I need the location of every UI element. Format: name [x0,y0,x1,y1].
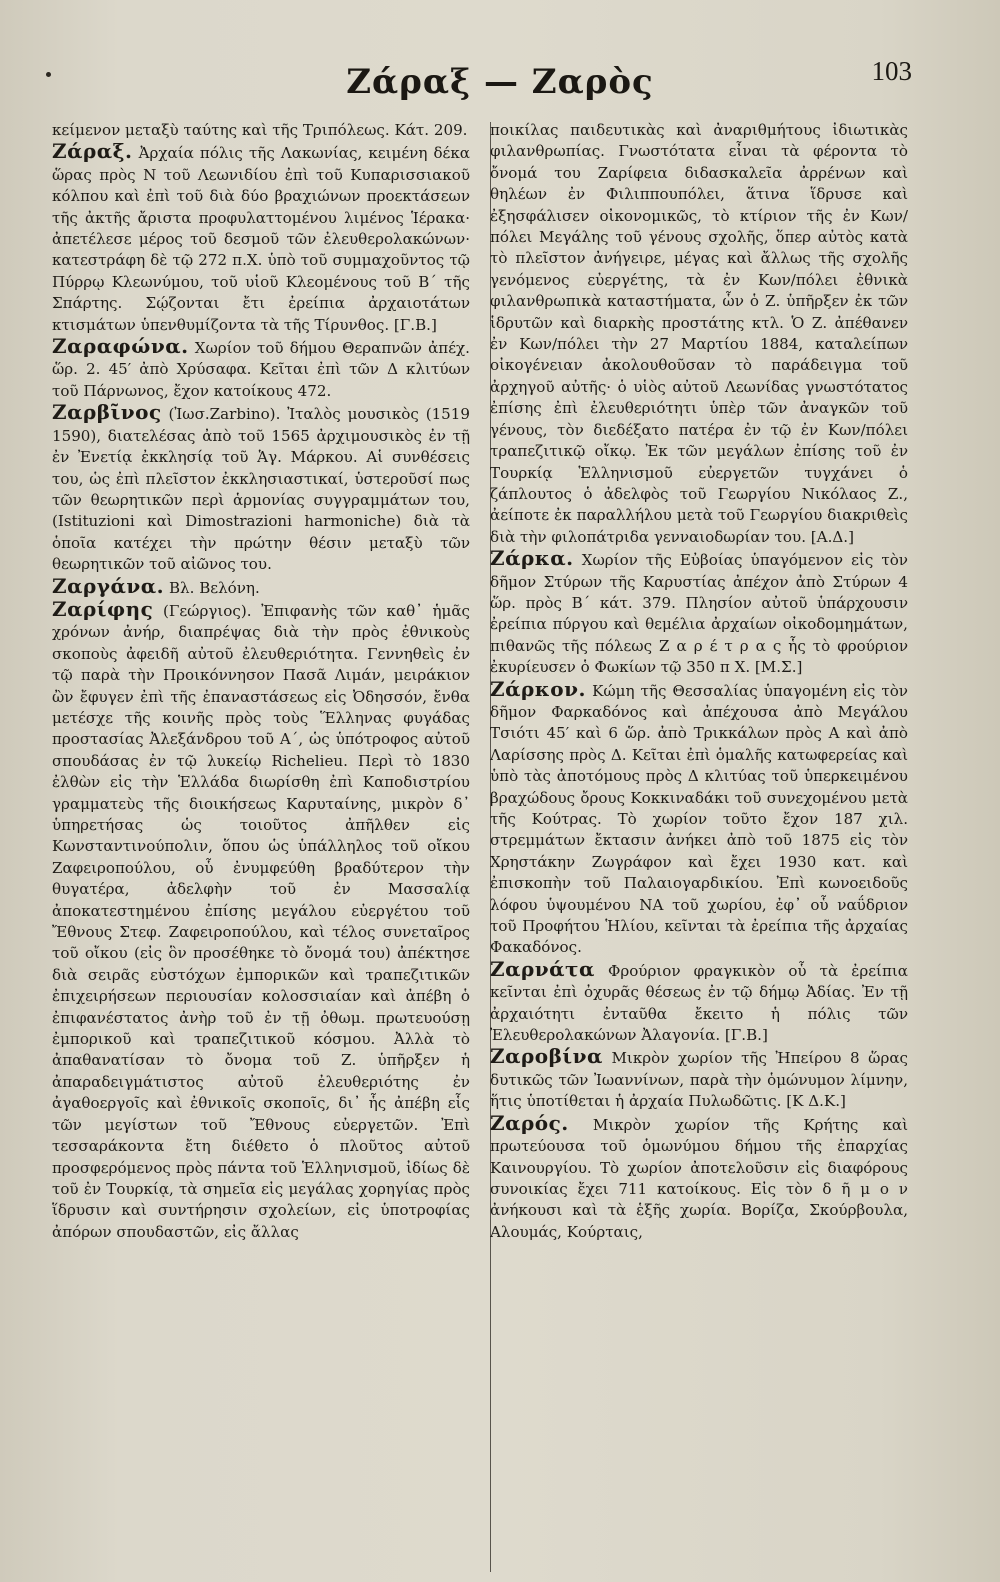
page-number: 103 [871,56,912,86]
entry-zarovina [490,1046,908,1112]
entry-zarka [490,548,908,678]
entry-text: (Ἰωσ.Zarbino). Ἰταλὸς μουσικὸς (1519 1590), διατελέσας ἀπὸ τοῦ 1565 ἀρχιμουσικὸς ἐν τῇ ἐν Ἐνετίᾳ ἐκκλησίᾳ τοῦ Ἁγ. Μάρκου. Αἱ συνθέσεις του, ὡς ἐπὶ πλεῖστον ἐκκλησιαστικαί, ὑστεροῦσί πως τῶν θεωρητικῶν περὶ ἁρμονίας συγγραμμάτων του, (Istituzioni καὶ Dimostrazioni harmoniche) διὰ τὰ ὁποῖα κατέχει τὴν πρώτην θέσιν μεταξὺ τῶν θεωρητικῶν τοῦ αἰῶνος του. [52,405,470,574]
entry-headword: Ζαρνάτα [490,956,595,981]
entry-headword: Ζαρβῖνος [52,400,162,425]
entry-text: Βλ. Βελόνη. [168,578,260,597]
entry-text: Κώμη τῆς Θεσσαλίας ὑπαγομένη εἰς τὸν δῆμον Φαρκαδόνος καὶ ἀπέχουσα ἀπὸ Μεγάλου Τσιότι 45′ καὶ 6 ὥρ. ἀπὸ Τρικκάλων πρὸς Α καὶ ἀπὸ Λαρίσσης πρὸς Δ. Κεῖται ἐπὶ ὁμαλῆς κατωφερείας καὶ ὑπὸ τὰς ἀποτόμους πρὸς Δ κλιτύας τοῦ ὑπερκειμένου βραχώδους ὄρους Κοκκιναδάκι τοῦ συνεχομένου μετὰ τῆς Κούτρας. Τὸ χωρίον τοῦτο ἔχον 187 χιλ. στρεμμάτων ἔκτασιν ἀνήκει ἀπὸ τοῦ 1875 εἰς τὸν Χρηστάκην Ζωγράφον καὶ ἔχει 1930 κατ. καὶ ἐπισκοπὴν τοῦ Παλαιογαρδικίου. Ἐπὶ κωνοειδοῦς λόφου ὑψουμένου ΝΑ τοῦ χωρίου, ἐφ᾽ οὗ ναΰδριον τοῦ Προφήτου Ἡλίου, κεῖνται τὰ ἐρείπια τῆς ἀρχαίας Φακαδόνος. [490,681,908,957]
entry-headword: Ζαροβίνα [490,1044,603,1069]
entry-zarafona [52,336,470,402]
entry-headword: Ζαρός. [490,1110,569,1135]
right-column [490,120,908,1545]
entry-continuation [490,120,908,548]
entry-zarnata [490,956,908,1047]
left-column [52,120,470,1545]
entry-headword: Ζάραξ. [52,139,133,164]
entry-headword: Ζαραφώνα. [52,334,189,359]
running-title: Ζάραξ — Ζαρὸς [346,62,654,102]
entry-zarax [52,141,470,336]
entry-text: Ἀρχαία πόλις τῆς Λακωνίας, κειμένη δέκα ὥρας πρὸς Ν τοῦ Λεωνιδίου ἐπὶ τοῦ Κυπαρισσιακοῦ κόλπου καὶ ἐπὶ τοῦ διὰ δύο βραχιώνων προεκτάσεων τῆς ἀκτῆς ἄριστα προφυλαττομένου λιμένος Ἱέρακα· ἀπετέλεσε μέρος τοῦ δεσμοῦ τῶν ἐλευθερολακώνων· κατεστράφη δὲ τῷ 272 π.Χ. ὑπὸ τοῦ συμμαχοῦντος τῷ Πύρρῳ Κλεωνύμου, τοῦ υἱοῦ Κλεομένους τοῦ Β΄ τῆς Σπάρτης. Σῴζονται ἔτι ἐρείπια ἀρχαιοτάτων κτισμάτων ὑπενθυμίζοντα τὰ τῆς Τίρυνθος. [Γ.Β.] [52,144,470,334]
entry-zargana [52,573,470,599]
entry-text: Χωρίον τῆς Εὐβοίας ὑπαγόμενον εἰς τὸν δῆμον Στύρων τῆς Καρυστίας ἀπέχον ἀπὸ Στύρων 4 ὥρ. πρὸς Β΄ κάτ. 379. Πλησίον αὐτοῦ ὑπάρχουσιν ἐρείπια πύργου καὶ θεμέλια ἀρχαίων οἰκοδομημάτων, πιθανῶς τῆς πόλεως Ζ α ρ έ τ ρ α ς ἧς τὸ φρούριον ἐκυρίευσεν ὁ Φωκίων τῷ 350 π Χ. [Μ.Σ.] [490,551,908,677]
entry-headword: Ζάρκον. [490,676,586,701]
entry-zarkon [490,676,908,959]
entry-text: (Γεώργιος). Ἐπιφανὴς τῶν καθ᾽ ἡμᾶς χρόνων ἀνήρ, διαπρέψας διὰ τὴν πρὸς ἐθνικοὺς σκοποὺς ἀφειδῆ αὐτοῦ ἐλευθεριότητα. Γεννηθεὶς ἐν τῷ παρὰ τὴν Προικόννησον Πασᾶ Λιμάν, μειράκιον ὢν ἔφυγεν ἐπὶ τῆς ἐπαναστάσεως εἰς Ὀδησσόν, ἔνθα μετέσχε τῆς κοινῆς πρὸς τοὺς Ἕλληνας φυγάδας προστασίας Ἀλεξάνδρου τοῦ Α΄, ὡς ὑπότροφος αὐτοῦ σπουδάσας ἐν τῷ λυκείῳ Richelieu. Περὶ τὸ 1830 ἐλθὼν εἰς τὴν Ἑλλάδα διωρίσθη ἐπὶ Καποδιστρίου γραμματεὺς τῆς διοικήσεως Καρυταίνης, μικρὸν δ᾽ ὑπηρετήσας ὡς τοιοῦτος ἀπῆλθεν εἰς Κωνσταντινούπολιν, ὅπου ὡς ὑπάλληλος τοῦ οἴκου Ζαφειροπούλου, οὗ ἐνυμφεύθη βραδύτερον τὴν θυγατέρα, ἀδελφὴν τοῦ ἐν Μασσαλίᾳ ἀποκατεστημένου ἐπίσης μεγάλου εὐεργέτου τοῦ Ἔθνους Στεφ. Ζαφειροπούλου, καὶ τέλος συνεταῖρος τοῦ οἴκου (εἰς ὃν προσέθηκε τὸ ὄνομά του) ἀπέκτησε διὰ σειρᾶς εὐστόχων ἐμπορικῶν καὶ τραπεζιτικῶν ἐπιχειρήσεων περιουσίαν κολοσσιαίαν καὶ ἀπέβη ὁ ἐπιφανέστατος ἀνὴρ τοῦ ἐν τῇ ὀθωμ. πρωτευούσῃ ἐμπορικοῦ καὶ τραπεζιτικοῦ κόσμου. Ἀλλὰ τὸ ἀπαθανατίσαν τὸ ὄνομα τοῦ Ζ. ὑπῆρξεν ἡ ἀπαραδειγμάτιστος αὐτοῦ ἐλευθεριότης ἐν ἀγαθοεργοῖς καὶ ἐθνικοῖς σκοποῖς, δι᾽ ἧς ἀπέβη εἷς τῶν μεγίστων τοῦ Ἔθνους εὐεργετῶν. Ἐπὶ τεσσαράκοντα ἔτη διέθετο ὁ πλοῦτος αὐτοῦ προσφερόμενος πρὸς πάντα τοῦ Ἑλληνισμοῦ, ἰδίως δὲ τοῦ ἐν Τουρκίᾳ, τὰ σημεῖα εἰς μεγάλας χορηγίας πρὸς ἵδρυσιν καὶ συντήρησιν σχολείων, εἰς ὑποτροφίας ἀπόρων σπουδαστῶν, εἰς ἄλλας [52,601,470,1241]
entry-text: Φρούριον φραγκικὸν οὗ τὰ ἐρείπια κεῖνται ἐπὶ ὀχυρᾶς θέσεως ἐν τῷ δήμῳ Ἀδίας. Ἐν τῇ ἀρχαιότητι ἐνταῦθα ἔκειτο ἡ πόλις τῶν Ἐλευθερολακώνων Ἀλαγονία. [Γ.Β.] [490,961,908,1045]
entry-headword: Ζάρκα. [490,546,574,571]
entry-text: Χωρίον τοῦ δήμου Θεραπνῶν ἀπέχ. ὥρ. 2. 45′ ἀπὸ Χρύσαφα. Κεῖται ἐπὶ τῶν Δ κλιτύων τοῦ Πάρνωνος, ἔχον κατοίκους 472. [52,339,470,400]
page-header [0,50,1000,110]
entry-zarifis [52,596,470,1243]
entry-zaros [490,1110,908,1243]
text-columns [52,120,944,1545]
entry-headword: Ζαρίφης [52,596,154,621]
entry-text: Μικρὸν χωρίον τῆς Ἠπείρου 8 ὥρας δυτικῶς τῶν Ἰωαννίνων, παρὰ τὴν ὁμώνυμον λίμνην, ἥτις ὑποτίθεται ἡ ἀρχαία Πυλωδῶτις. [Κ Δ.Κ.] [490,1049,908,1111]
entry-zarvinos [52,402,470,575]
entry-continuation [52,120,470,141]
entry-headword: Ζαργάνα. [52,573,165,598]
entry-text: ποικίλας παιδευτικὰς καὶ ἀναριθμήτους ἰδιωτικὰς φιλανθρωπίας. Γνωστότατα εἶναι τὰ φέροντα τὸ ὄνομά του Ζαρίφεια διδασκαλεῖα ἀρρένων καὶ θηλέων ἐν Φιλιππουπόλει, ἅτινα ἵδρυσε καὶ ἐξησφάλισεν οἰκονομικῶς, τὸ κτίριον τῆς ἐν Κων/πόλει Μεγάλης τοῦ γένους σχολῆς, ὅπερ αὐτὸς κατὰ τὸ πλεῖστον ἀνήγειρε, μέγας καὶ ἄλλως τῆς σχολῆς γενόμενος εὐεργέτης, τὰ ἐν Κων/πόλει ἐθνικὰ φιλανθρωπικὰ καταστήματα, ὧν ὁ Ζ. ὑπῆρξεν ἐκ τῶν ἱδρυτῶν καὶ διαρκὴς προστάτης κτλ. Ὁ Ζ. ἀπέθανεν ἐν Κων/πόλει τὴν 27 Μαρτίου 1884, καταλείπων οἰκογένειαν ἀκολουθοῦσαν τὸ παράδειγμα τοῦ ἀρχηγοῦ αὐτῆς· ὁ υἱὸς αὐτοῦ Λεωνίδας γνωστότατος ἐπίσης ἐπὶ ἐλευθεριότητι ὑπὲρ τῶν ἀναγκῶν τοῦ γένους, τὸν διεδέξατο πατέρα ἐν τῷ ἐν Κων/πόλει τραπεζιτικῷ οἴκῳ. Ἐκ τῶν μεγάλων ἐπίσης τοῦ ἐν Τουρκίᾳ Ἑλληνισμοῦ εὐεργετῶν τυγχάνει ὁ ζάπλουτος ὁ ἀδελφὸς τοῦ Γεωργίου Νικόλαος Ζ., ἀείποτε ἐκ παραλλήλου μετὰ τοῦ Γεωργίου διακριθεὶς διὰ τὴν φιλοπάτριδα γενναιοδωρίαν του. [Α.Δ.] [490,121,908,546]
entry-text: Μικρὸν χωρίον τῆς Κρήτης καὶ πρωτεύουσα τοῦ ὁμωνύμου δήμου τῆς ἐπαρχίας Καινουργίου. Τὸ χωρίον ἀποτελοῦσιν εἰς διαφόρους συνοικίας ἔχει 711 κατοίκους. Εἰς τὸν δ ῆ μ ο ν ἀνήκουσι καὶ τὰ ἑξῆς χωρία. Βορίζα, Σκούρβουλα, Αλουμάς, Κούρταις, [490,1115,908,1241]
entry-text: κείμενον μεταξὺ ταύτης καὶ τῆς Τριπόλεως. Κάτ. 209. [52,121,468,139]
